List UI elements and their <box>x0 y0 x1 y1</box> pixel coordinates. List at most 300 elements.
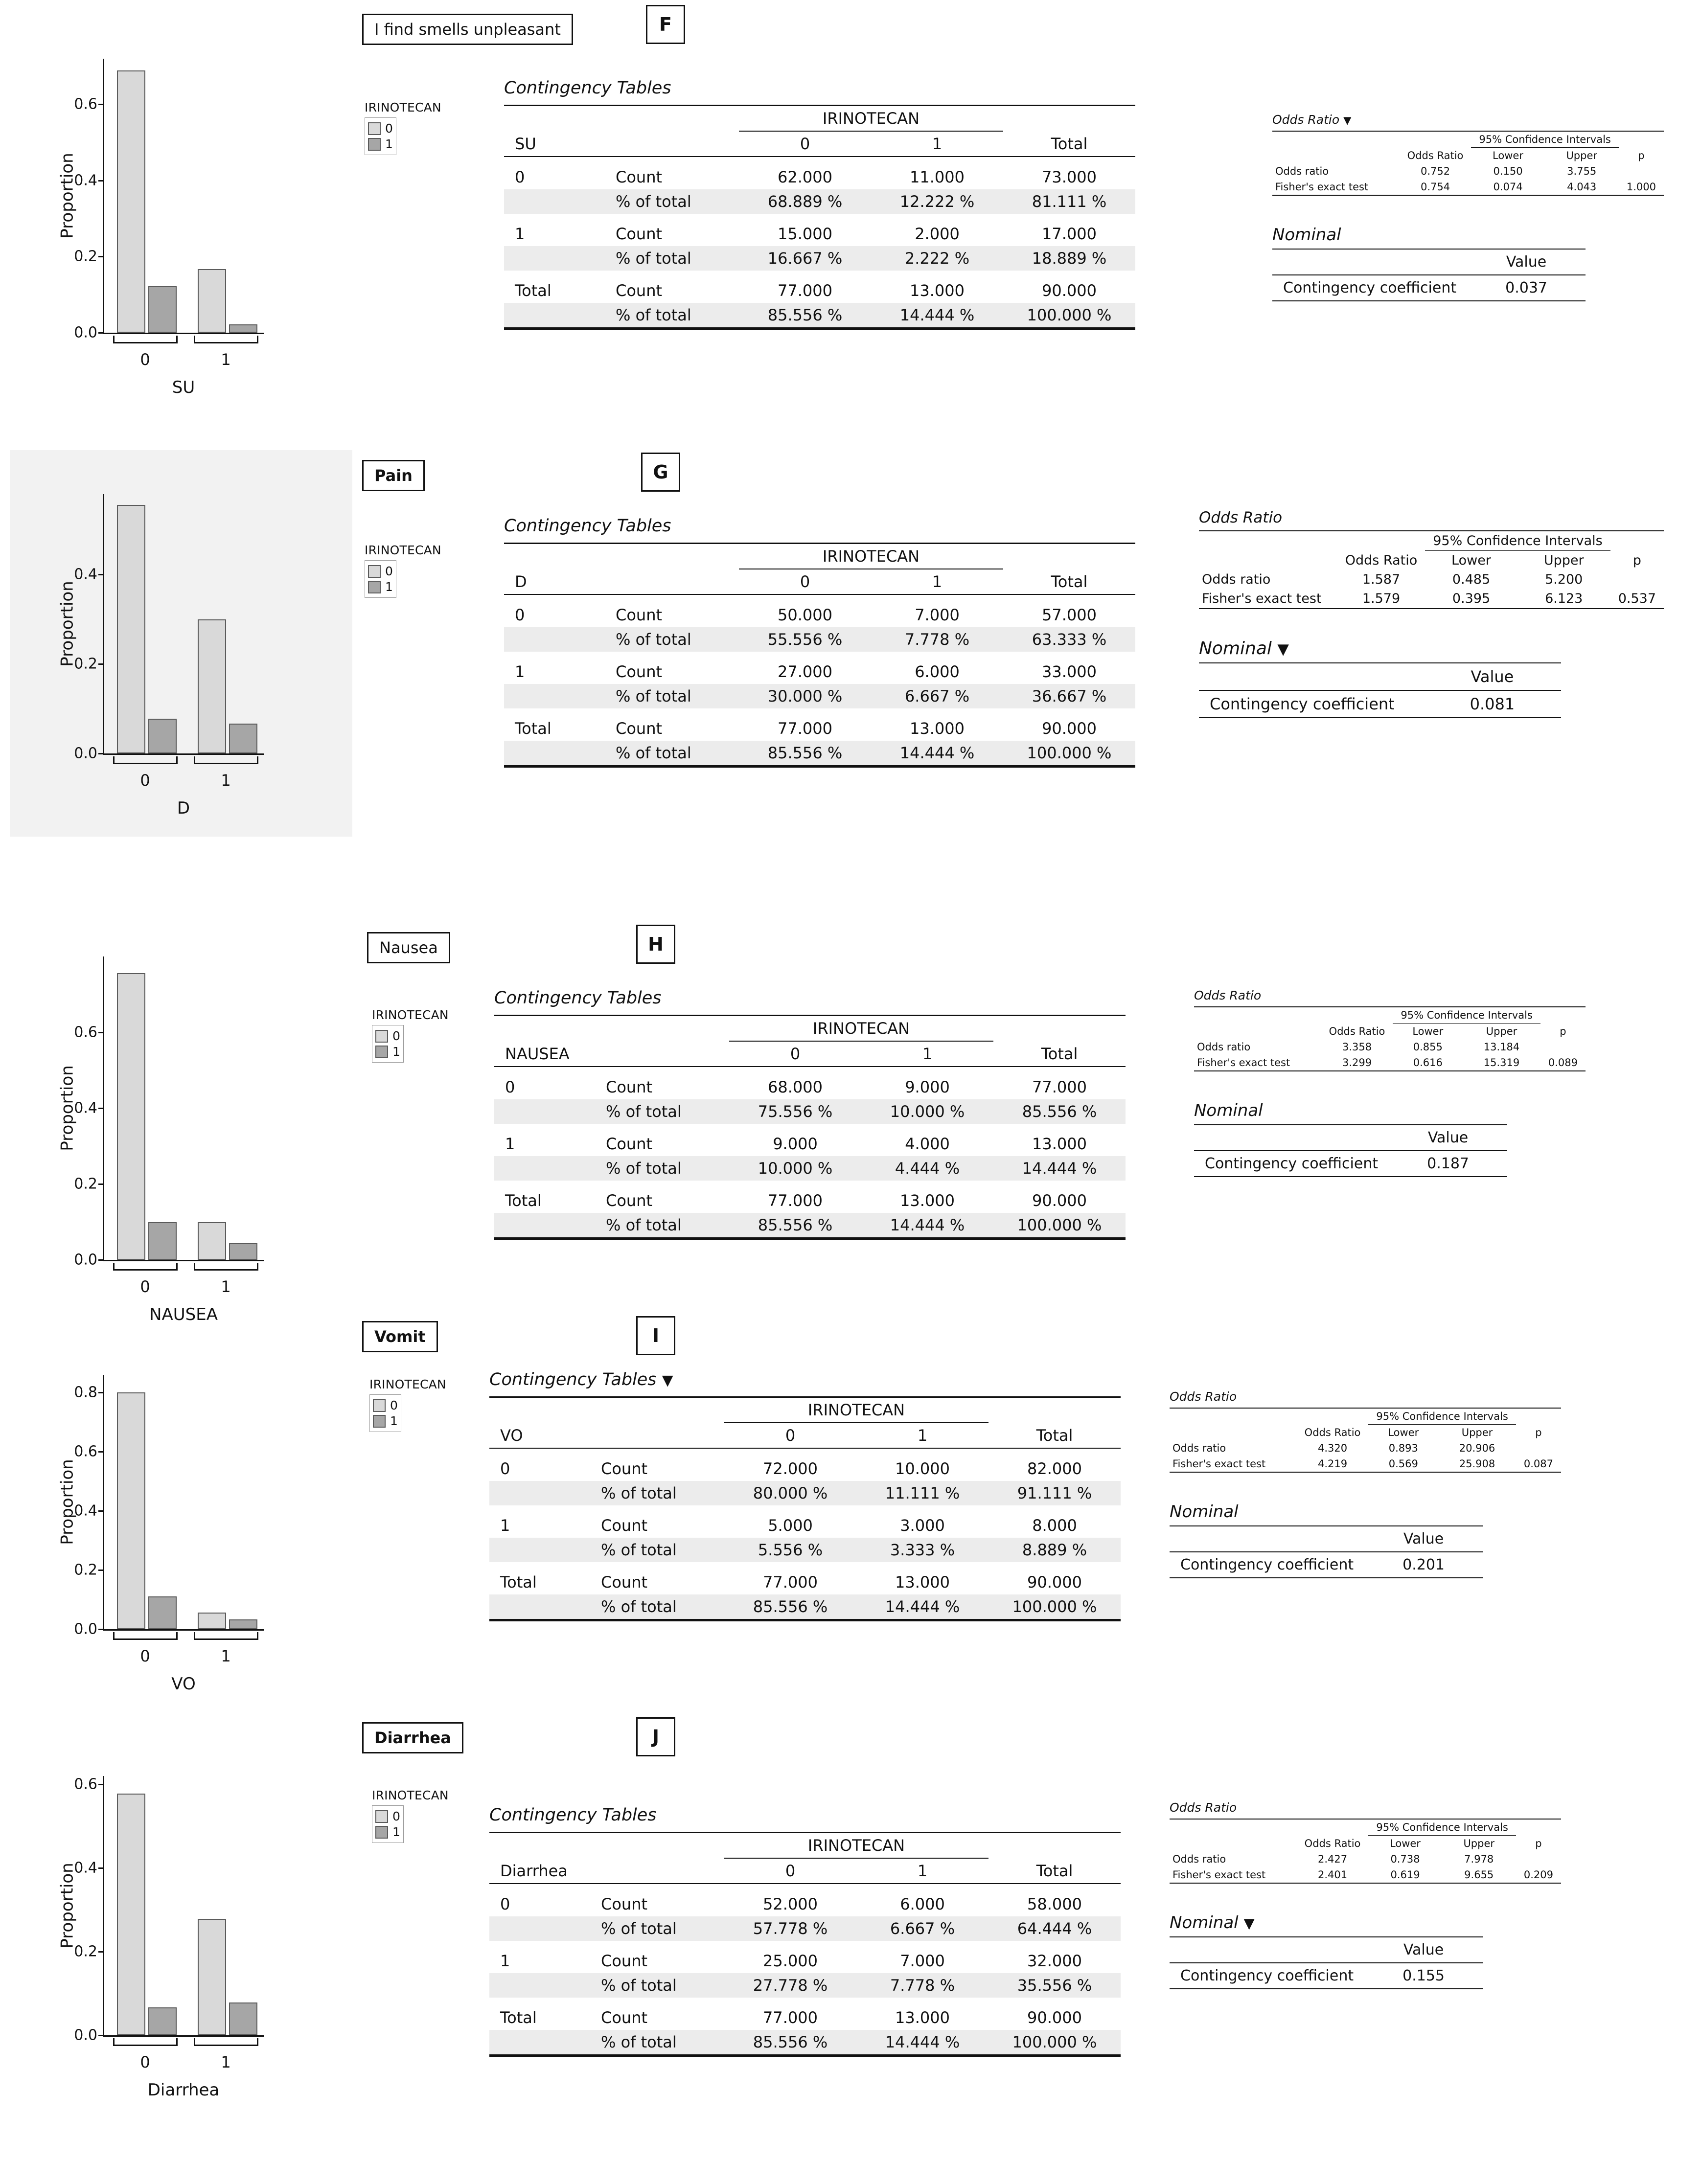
panel-letter-I: I <box>636 1316 675 1355</box>
cell-count-0: 27.000 <box>778 662 832 681</box>
stat-value-p <box>1619 163 1664 179</box>
table-row <box>1194 1125 1507 1151</box>
contingency-table <box>504 543 1135 768</box>
cell-count-total: 73.000 <box>1042 168 1097 186</box>
col-odds-ratio: Odds Ratio <box>1329 1025 1385 1037</box>
cell-count-1: 6.000 <box>915 662 960 681</box>
legend-item <box>368 564 393 578</box>
bar-Diarrhea-x0-series0 <box>117 1794 145 2035</box>
stat-value-odds: 4.320 <box>1317 1442 1348 1454</box>
table-row <box>1170 1963 1483 1989</box>
stat-value-odds: 4.219 <box>1297 1456 1369 1472</box>
contingency-tables-heading <box>489 1805 1135 1825</box>
col-odds-ratio: Odds Ratio <box>1304 1837 1361 1849</box>
cell-pct-total: 36.667 % <box>1003 684 1135 708</box>
stat-row-label: Fisher's exact test <box>1272 179 1400 195</box>
legend-box <box>372 1805 404 1843</box>
cell-count-1: 2.000 <box>915 225 960 243</box>
legend-item-label: 1 <box>392 1825 400 1839</box>
table-spacer-row <box>489 1505 1121 1513</box>
cell-pct-0: 55.556 % <box>739 627 871 652</box>
table-row <box>504 716 1135 741</box>
table-row <box>1194 1055 1586 1071</box>
chevron-down-icon[interactable]: ▼ <box>1277 641 1289 658</box>
cell-pct-0: 85.556 % <box>729 1213 861 1239</box>
x-group-bracket <box>113 1263 178 1271</box>
x-tick-label: 1 <box>221 350 231 369</box>
legend-item <box>373 1414 398 1428</box>
cell-pct-total: 35.556 % <box>988 1973 1121 1998</box>
table-spacer-row <box>489 1941 1121 1949</box>
table-row <box>1170 1851 1561 1867</box>
table-row <box>489 1481 1121 1505</box>
chart-y-axis-label: Proportion <box>57 1863 77 1949</box>
table-spacer-row <box>504 708 1135 716</box>
bar-NAUSEA-x0-series1 <box>148 1222 177 1260</box>
chart-y-axis-label: Proportion <box>57 1459 77 1545</box>
table-spacer-row <box>494 1067 1126 1075</box>
cell-count-0: 25.000 <box>763 1952 818 1970</box>
col-lower: Lower <box>1388 1427 1419 1438</box>
nominal-row-label: Contingency coefficient <box>1272 275 1467 301</box>
stat-value-upper: 9.655 <box>1442 1867 1516 1883</box>
stat-row-label: Fisher's exact test <box>1194 1055 1321 1071</box>
stat-value-lower: 0.074 <box>1471 179 1544 195</box>
cell-pct-0: 5.556 % <box>724 1538 856 1562</box>
table-row <box>1272 131 1664 148</box>
row-measure-count: Count <box>616 719 663 738</box>
legend-swatch-icon <box>375 1810 388 1823</box>
stat-value-p <box>1540 1039 1586 1055</box>
x-tick-label: 1 <box>221 1277 231 1296</box>
chevron-down-icon[interactable]: ▼ <box>1243 1915 1255 1932</box>
row-measure-count: Count <box>616 225 663 243</box>
table-row <box>504 741 1135 767</box>
y-tick-label: 0.8 <box>74 1384 97 1401</box>
bar-Diarrhea-x0-series1 <box>148 2007 177 2035</box>
table-row <box>489 1423 1121 1448</box>
stats-panel-F <box>1272 113 1664 301</box>
cell-count-1: 9.000 <box>905 1078 950 1096</box>
x-tick-label: 1 <box>221 771 231 790</box>
nominal-row-value: 0.201 <box>1364 1552 1483 1578</box>
row-label: 1 <box>515 662 525 681</box>
nominal-table <box>1194 1124 1507 1177</box>
cell-count-0: 77.000 <box>763 1573 818 1592</box>
row-measure-pct: % of total <box>592 1481 724 1505</box>
stat-value-lower: 0.569 <box>1368 1456 1438 1472</box>
x-tick-label: 0 <box>140 350 150 369</box>
stats-panel-I <box>1170 1389 1561 1578</box>
legend-item <box>373 1398 398 1412</box>
contingency-tables-heading-text: Contingency Tables <box>504 78 671 98</box>
col-p: p <box>1535 1837 1542 1849</box>
col-header-1: 1 <box>871 569 1003 594</box>
bar-NAUSEA-x0-series0 <box>117 973 145 1260</box>
y-tick-label: 0.4 <box>74 1502 97 1520</box>
x-group-bracket <box>113 336 178 343</box>
cell-count-1: 13.000 <box>910 281 965 300</box>
cell-count-0: 62.000 <box>778 168 832 186</box>
y-tick-label: 0.6 <box>74 1443 97 1460</box>
bar-D-x1-series1 <box>229 724 257 753</box>
cell-pct-1: 7.778 % <box>871 627 1003 652</box>
table-row <box>1170 1552 1483 1578</box>
ci-span-header: 95% Confidence Intervals <box>1425 531 1610 551</box>
table-row <box>1199 531 1664 551</box>
odds-ratio-table <box>1194 1006 1586 1071</box>
row-measure-pct: % of total <box>592 1594 724 1620</box>
table-row <box>1194 1007 1586 1024</box>
col-value-header: Value <box>1467 249 1586 275</box>
cell-pct-1: 3.333 % <box>856 1538 988 1562</box>
odds-ratio-table <box>1272 131 1664 196</box>
panel-letter-H: H <box>636 925 675 964</box>
stat-row-label: Odds ratio <box>1172 1442 1226 1454</box>
col-value-header: Value <box>1389 1125 1507 1151</box>
legend-title: IRINOTECAN <box>365 100 441 114</box>
legend-box <box>372 1025 404 1063</box>
y-tick-label: 0.0 <box>74 324 97 341</box>
row-measure-count: Count <box>606 1191 653 1210</box>
row-measure-count: Count <box>601 1459 648 1478</box>
stat-value-lower: 0.616 <box>1393 1055 1463 1071</box>
odds-ratio-heading-text: Odds Ratio <box>1170 1800 1237 1815</box>
contingency-tables-heading <box>504 516 1150 536</box>
legend-item <box>368 137 393 151</box>
y-tick-label: 0.4 <box>74 566 97 583</box>
chevron-down-icon[interactable]: ▼ <box>1343 114 1352 127</box>
row-label: Total <box>500 1573 537 1592</box>
table-row <box>1170 1819 1561 1836</box>
cell-count-0: 77.000 <box>778 281 832 300</box>
chart-x-axis <box>103 2035 264 2037</box>
x-group-bracket <box>113 2038 178 2046</box>
y-tick-label: 0.2 <box>74 655 97 673</box>
cell-pct-0: 85.556 % <box>724 2030 856 2056</box>
contingency-tables-heading <box>494 988 1140 1008</box>
stat-row-label: Odds ratio <box>1197 1041 1251 1053</box>
chart-legend-J <box>372 1788 449 1843</box>
cell-count-0: 52.000 <box>763 1895 818 1913</box>
col-upper: Upper <box>1463 1838 1495 1849</box>
row-variable-header: D <box>504 569 607 594</box>
col-header-total: Total <box>988 1858 1121 1884</box>
chart-x-axis <box>103 1629 264 1631</box>
stat-row-label: Odds ratio <box>1202 572 1271 587</box>
table-row <box>494 1041 1126 1067</box>
stat-value-lower: 0.485 <box>1452 572 1491 587</box>
x-group-bracket <box>194 336 258 343</box>
row-measure-count: Count <box>601 1952 648 1970</box>
bar-VO-x0-series1 <box>148 1596 177 1629</box>
row-variable-header: NAUSEA <box>494 1041 597 1067</box>
contingency-tables-heading <box>504 78 1150 98</box>
x-group-bracket <box>194 2038 258 2046</box>
nominal-row-label: Contingency coefficient <box>1194 1151 1389 1177</box>
row-label: 0 <box>500 1459 510 1478</box>
cell-count-total: 8.000 <box>1032 1516 1077 1535</box>
chart-x-axis <box>103 753 264 755</box>
table-row <box>1272 179 1664 195</box>
table-row <box>489 1594 1121 1620</box>
y-tick-label: 0.2 <box>74 1175 97 1193</box>
table-row <box>504 278 1135 303</box>
legend-item <box>375 1809 400 1823</box>
col-upper: Upper <box>1461 1427 1493 1438</box>
col-p: p <box>1535 1426 1542 1438</box>
col-header-total: Total <box>1003 569 1135 594</box>
stat-value-odds: 1.579 <box>1337 589 1425 609</box>
row-label: 0 <box>515 606 525 624</box>
cell-pct-total: 100.000 % <box>988 1594 1121 1620</box>
row-measure-pct: % of total <box>607 189 739 214</box>
row-measure-pct: % of total <box>607 741 739 767</box>
panel-title-F: I find smells unpleasant <box>362 14 573 45</box>
stat-value-upper: 20.906 <box>1459 1442 1495 1454</box>
legend-box <box>365 117 396 155</box>
cell-pct-total: 85.556 % <box>993 1099 1126 1124</box>
contingency-table-panel-I <box>489 1370 1135 1621</box>
stat-value-lower: 0.619 <box>1368 1867 1442 1883</box>
stat-value-odds: 3.299 <box>1321 1055 1393 1071</box>
nominal-row-label: Contingency coefficient <box>1170 1552 1364 1578</box>
chart-x-axis-label: D <box>177 798 190 818</box>
table-row <box>489 1916 1121 1941</box>
table-spacer-row <box>494 1181 1126 1188</box>
cell-count-0: 77.000 <box>778 719 832 738</box>
cell-count-total: 13.000 <box>1032 1135 1087 1153</box>
legend-item-label: 1 <box>385 580 393 594</box>
ci-span-header: 95% Confidence Intervals <box>1393 1007 1540 1024</box>
cell-count-total: 90.000 <box>1027 2008 1082 2027</box>
chart-plot-area <box>74 59 266 341</box>
chart-y-axis-label: Proportion <box>57 153 77 239</box>
stat-value-p: 0.089 <box>1540 1055 1586 1071</box>
row-measure-pct: % of total <box>597 1213 729 1239</box>
y-tick-label: 0.2 <box>74 1561 97 1579</box>
row-measure-pct: % of total <box>597 1156 729 1181</box>
y-tick-label: 0.6 <box>74 1024 97 1041</box>
nominal-heading <box>1170 1502 1561 1522</box>
odds-ratio-heading <box>1170 1389 1561 1404</box>
stat-value-upper: 6.123 <box>1517 589 1610 609</box>
cell-pct-1: 14.444 % <box>871 303 1003 329</box>
cell-pct-1: 11.111 % <box>856 1481 988 1505</box>
stats-panel-H <box>1194 988 1586 1177</box>
table-row <box>1199 589 1664 609</box>
legend-item-label: 0 <box>392 1809 400 1823</box>
nominal-heading-text: Nominal <box>1199 638 1272 659</box>
contingency-table-panel-J <box>489 1805 1135 2057</box>
odds-ratio-heading <box>1170 1800 1561 1815</box>
y-tick-label: 0.0 <box>74 745 97 762</box>
panel-letter-J: J <box>636 1717 675 1756</box>
cell-count-total: 17.000 <box>1042 225 1097 243</box>
chart-x-axis <box>103 1260 264 1261</box>
row-variable-header: VO <box>489 1423 592 1448</box>
odds-ratio-heading-text: Odds Ratio <box>1272 113 1340 127</box>
cell-pct-total: 81.111 % <box>1003 189 1135 214</box>
cell-count-1: 13.000 <box>900 1191 955 1210</box>
nominal-row-label: Contingency coefficient <box>1170 1963 1364 1989</box>
col-span-header: IRINOTECAN <box>724 1397 988 1423</box>
nominal-table <box>1170 1936 1483 1989</box>
cell-pct-0: 57.778 % <box>724 1916 856 1941</box>
cell-count-1: 13.000 <box>895 1573 950 1592</box>
row-measure-count: Count <box>606 1078 653 1096</box>
cell-pct-total: 14.444 % <box>993 1156 1126 1181</box>
col-span-header: IRINOTECAN <box>729 1016 993 1042</box>
table-row <box>494 1099 1126 1124</box>
stat-value-odds: 2.427 <box>1317 1853 1348 1865</box>
table-row <box>1272 148 1664 164</box>
col-odds-ratio: Odds Ratio <box>1345 552 1418 568</box>
y-tick-label: 0.2 <box>74 1943 97 1960</box>
stat-value-upper: 7.978 <box>1464 1853 1494 1865</box>
cell-pct-total: 100.000 % <box>1003 303 1135 329</box>
contingency-tables-heading-text: Contingency Tables <box>489 1370 657 1389</box>
cell-count-total: 33.000 <box>1042 662 1097 681</box>
table-row <box>504 603 1135 627</box>
row-label: Total <box>500 2008 537 2027</box>
bar-D-x0-series0 <box>117 505 145 753</box>
table-row <box>1170 1456 1561 1472</box>
cell-pct-total: 100.000 % <box>1003 741 1135 767</box>
col-p: p <box>1638 149 1645 161</box>
nominal-heading-text: Nominal <box>1194 1101 1263 1120</box>
col-header-1: 1 <box>856 1858 988 1884</box>
odds-ratio-heading-text: Odds Ratio <box>1199 509 1283 526</box>
cell-pct-1: 14.444 % <box>856 2030 988 2056</box>
table-row <box>504 131 1135 157</box>
cell-pct-0: 10.000 % <box>729 1156 861 1181</box>
x-tick-label: 0 <box>140 2053 150 2071</box>
table-row <box>1199 551 1664 570</box>
chart-y-axis-label: Proportion <box>57 581 77 667</box>
row-measure-pct: % of total <box>607 246 739 271</box>
cell-pct-1: 4.444 % <box>861 1156 993 1181</box>
table-row <box>494 1188 1126 1213</box>
col-span-header: IRINOTECAN <box>739 544 1003 569</box>
table-row <box>504 246 1135 271</box>
col-header-1: 1 <box>871 131 1003 157</box>
chart-y-axis-label: Proportion <box>57 1065 77 1151</box>
bar-SU-x1-series1 <box>229 324 257 333</box>
cell-count-1: 3.000 <box>900 1516 945 1535</box>
row-label: 1 <box>500 1952 510 1970</box>
table-spacer-row <box>504 271 1135 278</box>
table-row <box>494 1016 1126 1042</box>
cell-count-1: 7.000 <box>915 606 960 624</box>
cell-count-total: 82.000 <box>1027 1459 1082 1478</box>
col-header-0: 0 <box>739 131 871 157</box>
legend-item-label: 1 <box>392 1045 400 1059</box>
cell-count-total: 58.000 <box>1027 1895 1082 1913</box>
row-measure-pct: % of total <box>607 303 739 329</box>
table-row <box>1272 275 1586 301</box>
stat-row-label: Fisher's exact test <box>1170 1456 1297 1472</box>
cell-pct-total: 18.889 % <box>1003 246 1135 271</box>
stat-value-p: 0.209 <box>1516 1867 1561 1883</box>
table-spacer-row <box>489 1884 1121 1892</box>
table-row <box>494 1156 1126 1181</box>
ci-span-header: 95% Confidence Intervals <box>1471 131 1618 148</box>
stat-value-upper: 25.908 <box>1438 1456 1516 1472</box>
legend-swatch-icon <box>375 1826 388 1839</box>
cell-count-1: 6.000 <box>900 1895 945 1913</box>
col-header-0: 0 <box>739 569 871 594</box>
col-header-0: 0 <box>729 1041 861 1067</box>
bar-D-x0-series1 <box>148 719 177 753</box>
stat-value-odds: 1.587 <box>1362 572 1401 587</box>
col-lower: Lower <box>1412 1025 1444 1037</box>
chevron-down-icon[interactable]: ▼ <box>662 1372 673 1389</box>
table-row <box>1170 1440 1561 1456</box>
col-upper: Upper <box>1543 553 1584 568</box>
stats-panel-G <box>1199 509 1664 718</box>
table-spacer-row <box>494 1124 1126 1132</box>
cell-count-total: 57.000 <box>1042 606 1097 624</box>
table-row <box>504 189 1135 214</box>
table-row <box>489 1973 1121 1998</box>
panel-title-H: Nausea <box>367 932 450 963</box>
table-row <box>504 627 1135 652</box>
table-row <box>1194 1039 1586 1055</box>
table-row <box>1199 663 1561 690</box>
x-tick-label: 0 <box>140 1277 150 1296</box>
bar-NAUSEA-x1-series0 <box>198 1222 226 1260</box>
table-row <box>489 1397 1121 1423</box>
row-label: 1 <box>500 1516 510 1535</box>
panel-title-J: Diarrhea <box>362 1722 463 1753</box>
table-row <box>1170 1425 1561 1441</box>
odds-ratio-heading <box>1272 113 1664 127</box>
legend-swatch-icon <box>368 122 381 135</box>
legend-title: IRINOTECAN <box>372 1788 449 1802</box>
nominal-row-value: 0.037 <box>1467 275 1586 301</box>
chart-legend-H <box>372 1008 449 1063</box>
x-group-bracket <box>113 756 178 764</box>
col-header-total: Total <box>988 1423 1121 1448</box>
contingency-tables-heading-text: Contingency Tables <box>494 988 662 1008</box>
bar-VO-x1-series1 <box>229 1619 257 1629</box>
cell-pct-1: 14.444 % <box>856 1594 988 1620</box>
table-spacer-row <box>504 652 1135 660</box>
cell-pct-0: 75.556 % <box>729 1099 861 1124</box>
table-row <box>489 1570 1121 1594</box>
legend-item <box>375 1825 400 1839</box>
row-measure-pct: % of total <box>592 1538 724 1562</box>
x-tick-label: 1 <box>221 1647 231 1665</box>
cell-pct-1: 10.000 % <box>861 1099 993 1124</box>
legend-item-label: 0 <box>385 564 393 578</box>
table-row <box>1170 1526 1483 1552</box>
legend-swatch-icon <box>373 1399 386 1412</box>
stat-value-lower: 0.855 <box>1413 1041 1443 1053</box>
legend-box <box>369 1394 401 1432</box>
table-row <box>504 544 1135 569</box>
odds-ratio-heading <box>1199 509 1664 526</box>
row-measure-pct: % of total <box>607 684 739 708</box>
chart-x-axis-label: VO <box>171 1674 196 1694</box>
stat-value-lower: 0.150 <box>1493 165 1523 177</box>
stat-value-p: 1.000 <box>1619 179 1664 195</box>
cell-count-0: 77.000 <box>763 2008 818 2027</box>
col-header-0: 0 <box>724 1858 856 1884</box>
legend-swatch-icon <box>375 1046 388 1058</box>
cell-count-0: 77.000 <box>768 1191 823 1210</box>
